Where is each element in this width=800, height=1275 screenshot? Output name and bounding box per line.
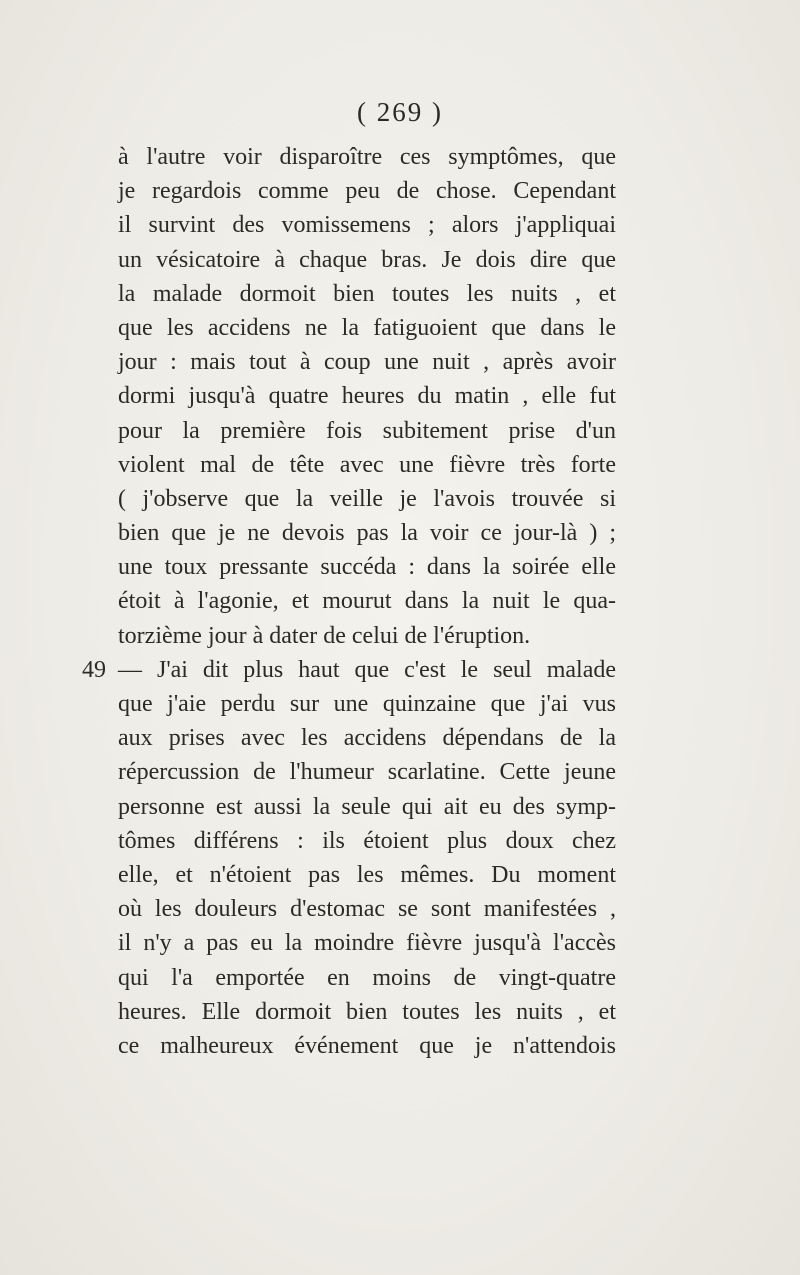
text-line: pour la première fois subitement prise d'un	[118, 417, 616, 444]
text-line: jour : mais tout à coup une nuit , après avoir	[118, 349, 616, 376]
text-line: ce malheureux événement que je n'attendois	[118, 1032, 616, 1059]
text-line: il n'y a pas eu la moindre fièvre jusqu'à l'accès	[118, 930, 616, 957]
text-line: ( j'observe que la veille je l'avois trouvée si	[118, 485, 616, 512]
text-line: que les accidens ne la fatiguoient que dans le	[118, 314, 616, 341]
text-line: à l'autre voir disparoître ces symptômes, que	[118, 144, 616, 170]
text-line: il survint des vomissemens ; alors j'appliquai	[118, 212, 616, 239]
text-line: un vésicatoire à chaque bras. Je dois dire que	[118, 246, 616, 273]
text-line: heures. Elle dormoit bien toutes les nuits , et	[118, 998, 616, 1025]
text-line: qui l'a emportée en moins de vingt-quatre	[118, 964, 616, 991]
text-line: où les douleurs d'estomac se sont manifestées ,	[118, 896, 616, 923]
page-number: ( 269 )	[357, 97, 443, 127]
text-line: bien que je ne devois pas la voir ce jour-là ) ;	[118, 520, 616, 547]
text-line: dormi jusqu'à quatre heures du matin , elle fut	[118, 383, 616, 410]
text-line: torzième jour à dater de celui de l'éruption.	[118, 622, 531, 649]
text-line: je regardois comme peu de chose. Cependant	[118, 178, 616, 205]
text-block	[82, 140, 616, 1063]
text-line: répercussion de l'humeur scarlatine. Cette jeune	[118, 759, 616, 786]
text-line: aux prises avec les accidens dépendans de la	[118, 725, 616, 752]
text-line: que j'aie perdu sur une quinzaine que j'ai vus	[118, 691, 616, 717]
text-line: — J'ai dit plus haut que c'est le seul malade	[118, 656, 616, 683]
text-line: elle, et n'étoient pas les mêmes. Du moment	[118, 861, 616, 888]
text-line: la malade dormoit bien toutes les nuits , et	[118, 280, 616, 307]
paragraph-start-line	[82, 653, 616, 687]
text-line: violent mal de tête avec une fièvre très forte	[118, 451, 616, 478]
paragraph-number: 49	[82, 656, 106, 683]
text-line: personne est aussi la seule qui ait eu des symp-	[118, 793, 616, 820]
text-line: étoit à l'agonie, et mourut dans la nuit le qua-	[118, 588, 616, 615]
text-line: tômes différens : ils étoient plus doux chez	[118, 827, 616, 854]
text-line: une toux pressante succéda : dans la soirée elle	[118, 554, 616, 581]
